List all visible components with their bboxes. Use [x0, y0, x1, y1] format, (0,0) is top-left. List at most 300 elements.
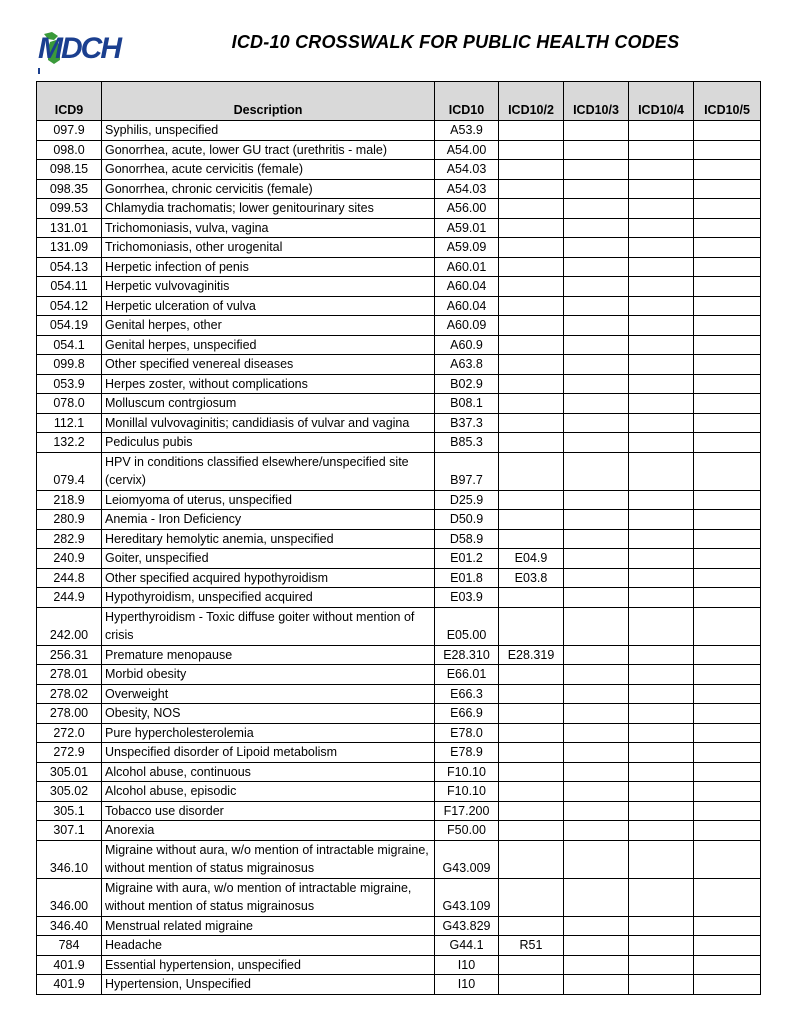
table-row: [37, 374, 761, 394]
table-row: [37, 335, 761, 355]
table-row: [37, 355, 761, 375]
cell-icd10-4: [629, 277, 694, 297]
cell-icd10: A59.01: [435, 218, 499, 238]
cell-icd9: 054.19: [37, 316, 102, 336]
cell-icd10: E78.9: [435, 743, 499, 763]
cell-icd10-3: [564, 199, 629, 219]
cell-icd10-4: [629, 257, 694, 277]
cell-icd10-3: [564, 840, 629, 878]
table-row: [37, 955, 761, 975]
cell-icd10-5: [694, 878, 761, 916]
cell-icd9: 282.9: [37, 529, 102, 549]
cell-icd10-4: [629, 936, 694, 956]
cell-icd10: E05.00: [435, 607, 499, 645]
cell-icd9: 054.1: [37, 335, 102, 355]
cell-icd10-3: [564, 878, 629, 916]
cell-icd10: G43.009: [435, 840, 499, 878]
cell-icd10-2: E03.8: [499, 568, 564, 588]
cell-description: Hypothyroidism, unspecified acquired: [102, 588, 435, 608]
cell-icd10-3: [564, 277, 629, 297]
cell-description: Menstrual related migraine: [102, 916, 435, 936]
cell-icd10-5: [694, 723, 761, 743]
cell-icd10-2: [499, 238, 564, 258]
table-row: [37, 199, 761, 219]
cell-description: Morbid obesity: [102, 665, 435, 685]
cell-icd9: 098.35: [37, 179, 102, 199]
cell-description: Anorexia: [102, 821, 435, 841]
cell-description: Molluscum contrgiosum: [102, 394, 435, 414]
cell-icd10-4: [629, 762, 694, 782]
cell-description: Genital herpes, other: [102, 316, 435, 336]
cell-icd10: A60.9: [435, 335, 499, 355]
cell-icd10-2: [499, 374, 564, 394]
cell-icd10-5: [694, 975, 761, 995]
cell-icd10: A54.03: [435, 179, 499, 199]
col-header-icd10-2: ICD10/2: [499, 82, 564, 121]
cell-icd10-4: [629, 588, 694, 608]
table-row: [37, 529, 761, 549]
cell-icd10-2: [499, 782, 564, 802]
cell-icd10-4: [629, 782, 694, 802]
table-row: [37, 743, 761, 763]
cell-icd10-5: [694, 743, 761, 763]
cell-icd10-3: [564, 801, 629, 821]
cell-icd10-4: [629, 413, 694, 433]
cell-icd10-3: [564, 355, 629, 375]
cell-icd10-3: [564, 568, 629, 588]
cell-icd9: 346.00: [37, 878, 102, 916]
table-row: [37, 218, 761, 238]
cell-icd10-5: [694, 549, 761, 569]
cell-icd10-4: [629, 645, 694, 665]
cell-icd10-3: [564, 218, 629, 238]
cell-icd10: A60.01: [435, 257, 499, 277]
cell-icd10-5: [694, 607, 761, 645]
table-row: [37, 936, 761, 956]
cell-icd10: A60.04: [435, 296, 499, 316]
cell-icd10-3: [564, 704, 629, 724]
cell-icd10-5: [694, 140, 761, 160]
cell-icd10-3: [564, 257, 629, 277]
cell-icd9: 305.1: [37, 801, 102, 821]
cell-icd9: 132.2: [37, 433, 102, 453]
cell-icd10-5: [694, 160, 761, 180]
cell-icd10-2: [499, 218, 564, 238]
cell-icd10-4: [629, 316, 694, 336]
cell-icd10-3: [564, 723, 629, 743]
cell-description: Other specified acquired hypothyroidism: [102, 568, 435, 588]
table-row: [37, 762, 761, 782]
cell-icd10-5: [694, 955, 761, 975]
table-row: [37, 179, 761, 199]
table-row: [37, 975, 761, 995]
cell-icd10-2: [499, 433, 564, 453]
cell-icd10: F10.10: [435, 782, 499, 802]
cell-icd10-4: [629, 394, 694, 414]
cell-icd10-2: [499, 510, 564, 530]
cell-icd10-3: [564, 916, 629, 936]
cell-description: Leiomyoma of uterus, unspecified: [102, 490, 435, 510]
cell-icd10-5: [694, 840, 761, 878]
table-row: [37, 723, 761, 743]
table-row: [37, 607, 761, 645]
cell-icd10-3: [564, 743, 629, 763]
cell-icd10-3: [564, 782, 629, 802]
cell-icd9: 307.1: [37, 821, 102, 841]
cell-icd10-4: [629, 568, 694, 588]
cell-icd10-2: [499, 257, 564, 277]
logo-text: MDCH: [38, 32, 120, 65]
cell-icd10: E66.3: [435, 684, 499, 704]
cell-icd10-2: [499, 394, 564, 414]
table-row: [37, 452, 761, 490]
cell-icd9: 112.1: [37, 413, 102, 433]
table-row: [37, 296, 761, 316]
table-row: [37, 821, 761, 841]
cell-icd9: 099.53: [37, 199, 102, 219]
cell-description: Other specified venereal diseases: [102, 355, 435, 375]
cell-icd10-5: [694, 413, 761, 433]
col-header-icd10: ICD10: [435, 82, 499, 121]
cell-icd10-3: [564, 433, 629, 453]
cell-icd10: A60.04: [435, 277, 499, 297]
cell-icd10: E01.8: [435, 568, 499, 588]
cell-icd10-2: [499, 878, 564, 916]
cell-icd10-2: [499, 160, 564, 180]
cell-icd9: 305.02: [37, 782, 102, 802]
cell-description: Hyperthyroidism - Toxic diffuse goiter without mention of crisis: [102, 607, 435, 645]
cell-icd9: 098.15: [37, 160, 102, 180]
cell-icd10-4: [629, 355, 694, 375]
cell-icd10-5: [694, 452, 761, 490]
cell-icd10-5: [694, 936, 761, 956]
table-row: [37, 549, 761, 569]
cell-icd10-3: [564, 607, 629, 645]
cell-description: Gonorrhea, chronic cervicitis (female): [102, 179, 435, 199]
cell-description: Migraine with aura, w/o mention of intractable migraine, without mention of status migrainosus: [102, 878, 435, 916]
cell-icd10: B97.7: [435, 452, 499, 490]
cell-description: Genital herpes, unspecified: [102, 335, 435, 355]
table-row: [37, 704, 761, 724]
table-row: [37, 160, 761, 180]
cell-icd10-5: [694, 529, 761, 549]
table-row: [37, 665, 761, 685]
cell-icd9: 244.9: [37, 588, 102, 608]
cell-icd10-5: [694, 218, 761, 238]
cell-icd10-3: [564, 684, 629, 704]
cell-icd9: 272.9: [37, 743, 102, 763]
cell-icd9: 097.9: [37, 121, 102, 141]
cell-description: HPV in conditions classified elsewhere/unspecified site (cervix): [102, 452, 435, 490]
cell-icd10-4: [629, 878, 694, 916]
cell-icd10-2: [499, 801, 564, 821]
table-row: [37, 878, 761, 916]
cell-icd10-5: [694, 568, 761, 588]
cell-icd9: 079.4: [37, 452, 102, 490]
col-header-description: Description: [102, 82, 435, 121]
cell-icd10-4: [629, 821, 694, 841]
cell-icd10-2: [499, 762, 564, 782]
cell-icd10-2: E04.9: [499, 549, 564, 569]
cell-icd10-3: [564, 413, 629, 433]
cell-icd10-2: [499, 296, 564, 316]
cell-icd10-4: [629, 955, 694, 975]
cell-icd10-3: [564, 179, 629, 199]
cell-icd10-5: [694, 762, 761, 782]
col-header-icd10-3: ICD10/3: [564, 82, 629, 121]
cell-icd10-4: [629, 723, 694, 743]
cell-icd10-2: [499, 975, 564, 995]
col-header-icd10-5: ICD10/5: [694, 82, 761, 121]
cell-icd10-4: [629, 490, 694, 510]
cell-icd9: 099.8: [37, 355, 102, 375]
cell-icd10-2: [499, 413, 564, 433]
cell-icd9: 242.00: [37, 607, 102, 645]
col-header-icd9: ICD9: [37, 82, 102, 121]
cell-icd10-5: [694, 916, 761, 936]
cell-icd10: B08.1: [435, 394, 499, 414]
cell-icd10-2: [499, 665, 564, 685]
logo-tick: [38, 68, 40, 74]
cell-description: Syphilis, unspecified: [102, 121, 435, 141]
cell-description: Trichomoniasis, vulva, vagina: [102, 218, 435, 238]
cell-icd10: I10: [435, 975, 499, 995]
cell-icd10-5: [694, 179, 761, 199]
cell-icd10-2: [499, 179, 564, 199]
cell-icd10-4: [629, 238, 694, 258]
cell-description: Herpes zoster, without complications: [102, 374, 435, 394]
cell-icd10-5: [694, 199, 761, 219]
cell-icd10-2: [499, 277, 564, 297]
cell-icd9: 272.0: [37, 723, 102, 743]
cell-icd10-5: [694, 277, 761, 297]
cell-icd9: 078.0: [37, 394, 102, 414]
cell-description: Alcohol abuse, episodic: [102, 782, 435, 802]
table-row: [37, 433, 761, 453]
cell-icd10: F17.200: [435, 801, 499, 821]
cell-icd9: 053.9: [37, 374, 102, 394]
cell-description: Hypertension, Unspecified: [102, 975, 435, 995]
table-row: [37, 588, 761, 608]
cell-description: Tobacco use disorder: [102, 801, 435, 821]
cell-icd9: 131.09: [37, 238, 102, 258]
cell-icd10-3: [564, 762, 629, 782]
cell-icd10-2: [499, 199, 564, 219]
cell-icd10-3: [564, 490, 629, 510]
cell-icd10: A59.09: [435, 238, 499, 258]
cell-icd10-5: [694, 316, 761, 336]
cell-description: Gonorrhea, acute, lower GU tract (urethritis - male): [102, 140, 435, 160]
cell-description: Migraine without aura, w/o mention of intractable migraine, without mention of status migrainosus: [102, 840, 435, 878]
cell-icd10-5: [694, 433, 761, 453]
cell-icd10-5: [694, 394, 761, 414]
cell-icd10-4: [629, 704, 694, 724]
cell-icd9: 278.01: [37, 665, 102, 685]
cell-description: Hereditary hemolytic anemia, unspecified: [102, 529, 435, 549]
cell-icd10: E03.9: [435, 588, 499, 608]
cell-description: Pediculus pubis: [102, 433, 435, 453]
cell-icd10-4: [629, 433, 694, 453]
cell-icd10-2: [499, 316, 564, 336]
cell-description: Essential hypertension, unspecified: [102, 955, 435, 975]
cell-icd10-4: [629, 374, 694, 394]
cell-icd10-3: [564, 955, 629, 975]
cell-description: Premature menopause: [102, 645, 435, 665]
cell-icd10-2: [499, 607, 564, 645]
cell-icd10-4: [629, 916, 694, 936]
cell-icd10-5: [694, 238, 761, 258]
table-body: [37, 121, 761, 995]
cell-icd10-5: [694, 355, 761, 375]
cell-icd10-2: [499, 529, 564, 549]
cell-icd10: A56.00: [435, 199, 499, 219]
cell-icd9: 346.10: [37, 840, 102, 878]
cell-icd10-3: [564, 296, 629, 316]
cell-description: Herpetic ulceration of vulva: [102, 296, 435, 316]
cell-description: Monillal vulvovaginitis; candidiasis of vulvar and vagina: [102, 413, 435, 433]
cell-icd9: 244.8: [37, 568, 102, 588]
table-header-row: [37, 82, 761, 121]
cell-icd9: 218.9: [37, 490, 102, 510]
cell-icd10-2: [499, 490, 564, 510]
cell-icd10-2: [499, 121, 564, 141]
cell-icd10-5: [694, 121, 761, 141]
cell-icd9: 280.9: [37, 510, 102, 530]
cell-icd10-2: E28.319: [499, 645, 564, 665]
cell-icd9: 401.9: [37, 955, 102, 975]
cell-icd10-5: [694, 704, 761, 724]
cell-description: Trichomoniasis, other urogenital: [102, 238, 435, 258]
cell-icd10-3: [564, 549, 629, 569]
page-title: ICD-10 CROSSWALK FOR PUBLIC HEALTH CODES: [231, 32, 680, 52]
cell-icd10-4: [629, 452, 694, 490]
cell-icd10-5: [694, 257, 761, 277]
cell-icd10-3: [564, 821, 629, 841]
table-row: [37, 510, 761, 530]
cell-icd10-5: [694, 588, 761, 608]
cell-icd10: D25.9: [435, 490, 499, 510]
cell-icd10-4: [629, 840, 694, 878]
cell-icd10-4: [629, 296, 694, 316]
table-row: [37, 916, 761, 936]
cell-icd10-3: [564, 374, 629, 394]
cell-icd10-2: [499, 743, 564, 763]
cell-icd10: E66.01: [435, 665, 499, 685]
table-row: [37, 490, 761, 510]
cell-icd10-4: [629, 801, 694, 821]
cell-icd10-4: [629, 510, 694, 530]
cell-icd9: 240.9: [37, 549, 102, 569]
cell-icd10-5: [694, 645, 761, 665]
cell-icd10: G43.109: [435, 878, 499, 916]
table-row: [37, 413, 761, 433]
cell-icd10-3: [564, 936, 629, 956]
cell-icd9: 278.00: [37, 704, 102, 724]
cell-icd10: D50.9: [435, 510, 499, 530]
cell-icd10: A53.9: [435, 121, 499, 141]
cell-icd10: A54.00: [435, 140, 499, 160]
cell-icd9: 054.11: [37, 277, 102, 297]
table-row: [37, 121, 761, 141]
cell-icd10: A54.03: [435, 160, 499, 180]
cell-icd10: G43.829: [435, 916, 499, 936]
cell-icd10-3: [564, 140, 629, 160]
table-row: [37, 316, 761, 336]
cell-icd10-4: [629, 140, 694, 160]
cell-icd10-3: [564, 588, 629, 608]
cell-description: Overweight: [102, 684, 435, 704]
cell-icd9: 784: [37, 936, 102, 956]
cell-icd10-3: [564, 452, 629, 490]
cell-icd10: B02.9: [435, 374, 499, 394]
cell-icd10-4: [629, 975, 694, 995]
cell-icd10: A60.09: [435, 316, 499, 336]
cell-icd10-5: [694, 335, 761, 355]
cell-description: Gonorrhea, acute cervicitis (female): [102, 160, 435, 180]
cell-icd10-3: [564, 645, 629, 665]
cell-description: Headache: [102, 936, 435, 956]
cell-icd10-5: [694, 665, 761, 685]
cell-icd10-3: [564, 335, 629, 355]
cell-icd10-3: [564, 160, 629, 180]
table-row: [37, 568, 761, 588]
cell-icd9: 346.40: [37, 916, 102, 936]
cell-description: Herpetic vulvovaginitis: [102, 277, 435, 297]
cell-icd10: B85.3: [435, 433, 499, 453]
cell-icd10: I10: [435, 955, 499, 975]
cell-icd10-3: [564, 238, 629, 258]
table-row: [37, 801, 761, 821]
table-row: [37, 782, 761, 802]
cell-icd10: E01.2: [435, 549, 499, 569]
cell-icd10-5: [694, 684, 761, 704]
table-row: [37, 238, 761, 258]
cell-icd9: 305.01: [37, 762, 102, 782]
cell-icd10: E28.310: [435, 645, 499, 665]
table-row: [37, 257, 761, 277]
table-row: [37, 645, 761, 665]
mdch-logo: [38, 30, 120, 74]
cell-icd10: B37.3: [435, 413, 499, 433]
cell-icd9: 098.0: [37, 140, 102, 160]
cell-icd10-4: [629, 179, 694, 199]
cell-icd10-5: [694, 296, 761, 316]
cell-icd10-2: R51: [499, 936, 564, 956]
cell-icd10-2: [499, 821, 564, 841]
crosswalk-table: [36, 81, 761, 995]
cell-icd10-4: [629, 684, 694, 704]
cell-icd10: G44.1: [435, 936, 499, 956]
cell-description: Goiter, unspecified: [102, 549, 435, 569]
cell-description: Chlamydia trachomatis; lower genitourinary sites: [102, 199, 435, 219]
cell-icd10-2: [499, 704, 564, 724]
cell-icd10-4: [629, 607, 694, 645]
table-row: [37, 140, 761, 160]
table-row: [37, 684, 761, 704]
cell-icd10-4: [629, 665, 694, 685]
cell-icd10-2: [499, 916, 564, 936]
cell-icd10-3: [564, 665, 629, 685]
cell-icd10-3: [564, 529, 629, 549]
table-row: [37, 277, 761, 297]
cell-description: Alcohol abuse, continuous: [102, 762, 435, 782]
cell-icd10: F10.10: [435, 762, 499, 782]
cell-icd10-3: [564, 394, 629, 414]
cell-icd10-5: [694, 801, 761, 821]
cell-icd10-2: [499, 840, 564, 878]
cell-description: Pure hypercholesterolemia: [102, 723, 435, 743]
cell-icd9: 054.12: [37, 296, 102, 316]
